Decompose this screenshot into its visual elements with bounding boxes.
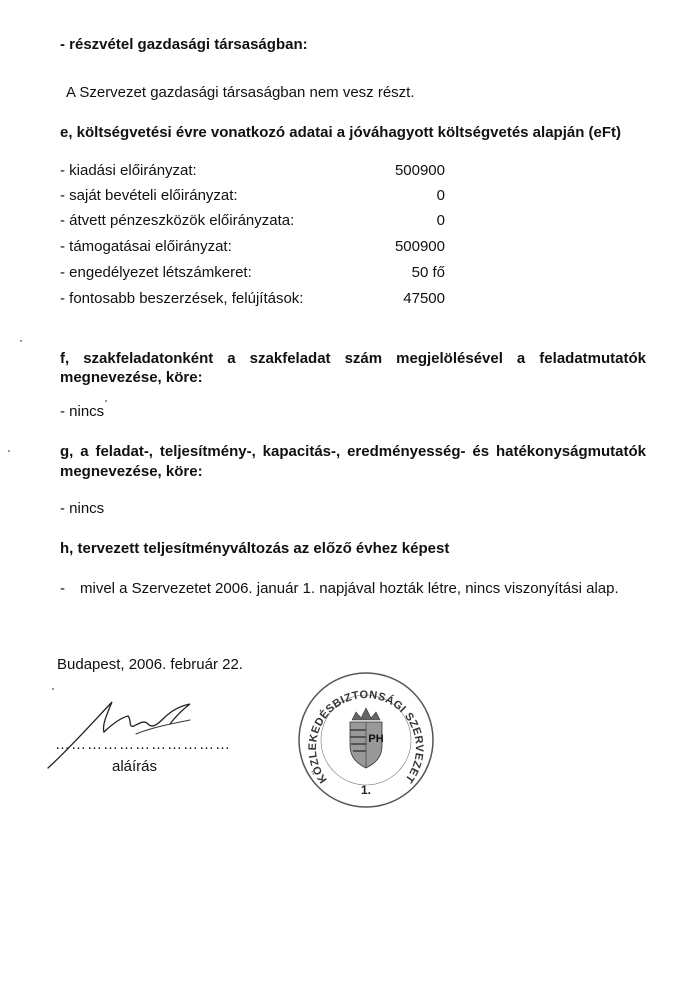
budget-row-label: - átvett pénzeszközök előirányzata: — [60, 212, 295, 229]
budget-row-label: - fontosabb beszerzések, felújítások: — [60, 290, 304, 307]
scan-speck — [8, 450, 10, 452]
participation-heading: - részvétel gazdasági társaságban: — [60, 36, 308, 53]
place-date: Budapest, 2006. február 22. — [57, 656, 243, 673]
stamp-ring-text: KÖZLEKEDÉSBIZTONSÁGI SZERVEZET — [306, 688, 426, 786]
section-f-heading-line1: f, szakfeladatonként a szakfeladat szám megjelölésével a feladatmutatók — [60, 350, 646, 367]
section-h-bullet: - — [60, 580, 65, 597]
scan-speck — [105, 400, 107, 402]
section-h-text: mivel a Szervezetet 2006. január 1. napjával hozták létre, nincs viszonyítási alap. — [80, 580, 619, 597]
signature-label: aláírás — [112, 758, 158, 775]
budget-row-label: - kiadási előirányzat: — [60, 162, 197, 179]
budget-row-label: - saját bevételi előirányzat: — [60, 187, 238, 204]
budget-row-label: - támogatásai előirányzat: — [60, 238, 232, 255]
section-f-text: - nincs — [60, 403, 105, 420]
budget-row-value: 0 — [436, 212, 445, 229]
section-h-heading: h, tervezett teljesítményváltozás az előző évhez képest — [60, 540, 450, 557]
budget-row — [60, 162, 445, 182]
signature-dots: …………………………… — [55, 736, 231, 753]
budget-row-value: 500900 — [394, 162, 445, 179]
scan-speck — [20, 340, 22, 342]
section-g-text: - nincs — [60, 500, 105, 517]
budget-row — [60, 212, 445, 232]
participation-text: A Szervezet gazdasági társaságban nem vesz részt. — [66, 84, 415, 101]
section-g-heading-line2: megnevezése, köre: — [60, 463, 203, 480]
budget-row-value: 47500 — [403, 290, 445, 307]
budget-row-value: 50 fő — [411, 264, 445, 281]
budget-row-value: 0 — [436, 187, 445, 204]
scan-speck — [52, 688, 54, 690]
section-e-heading: e, költségvetési évre vonatkozó adatai a jóváhagyott költségvetés alapján (eFt) — [60, 124, 622, 141]
budget-row — [60, 264, 445, 284]
budget-row-value: 500900 — [394, 238, 445, 255]
official-stamp — [296, 670, 436, 810]
section-g-heading-line1: g, a feladat-, teljesítmény-, kapacitás-, eredményesség- és hatékonyságmutatók — [60, 443, 646, 460]
budget-row-label: - engedélyezet létszámkeret: — [60, 264, 252, 281]
stamp-number: 1. — [360, 783, 372, 797]
budget-row — [60, 187, 445, 207]
section-f-heading-line2: megnevezése, köre: — [60, 369, 203, 386]
budget-row — [60, 290, 445, 310]
crown-icon — [352, 708, 380, 720]
budget-row — [60, 238, 445, 258]
stamp-ph: PH — [368, 733, 384, 745]
